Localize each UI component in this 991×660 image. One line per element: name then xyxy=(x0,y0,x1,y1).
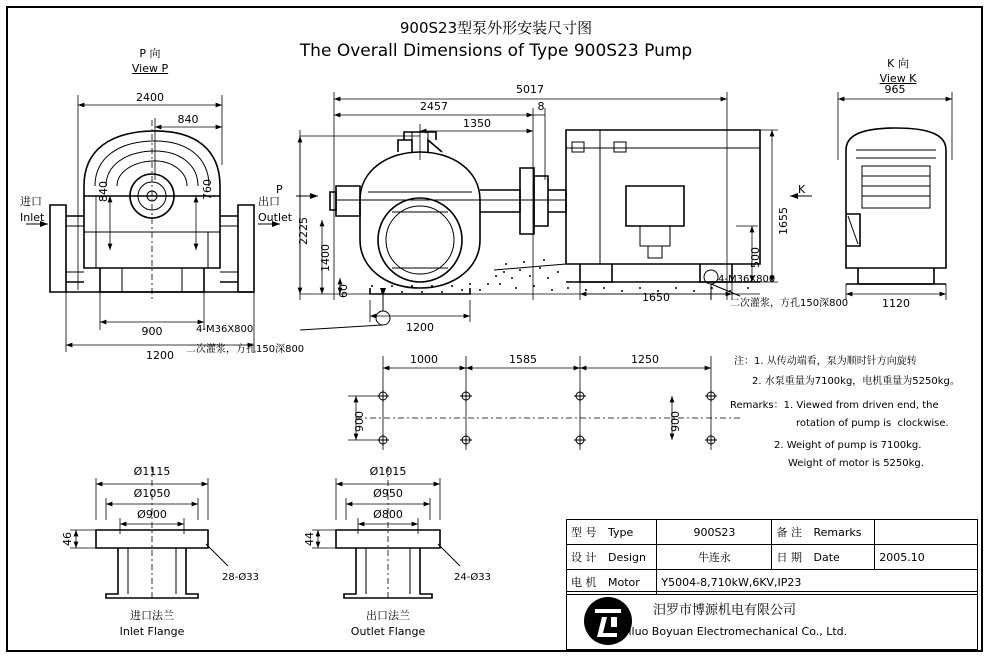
inlet-flange-title-en: Inlet Flange xyxy=(119,625,185,638)
outlet-flange-title-cn: 出口法兰 xyxy=(366,609,410,622)
inlet-label-cn: 进口 xyxy=(20,195,42,208)
dim-main-60: 60 xyxy=(337,284,350,298)
dim-main-5017: 5017 xyxy=(516,83,544,96)
notes-en-head-text: Remarks： xyxy=(730,400,784,411)
inlet-holes-label: 28-Ø33 xyxy=(222,572,259,583)
page-title-en: The Overall Dimensions of Type 900S23 Pump xyxy=(299,41,693,61)
dim-plan-1000: 1000 xyxy=(410,353,438,366)
remarks-value xyxy=(875,520,978,545)
view-k-label-cn: K 向 xyxy=(887,57,909,70)
dim-plan-1585: 1585 xyxy=(509,353,537,366)
arrow-p-label: P xyxy=(276,183,283,196)
dim-plan-900-right: 900 xyxy=(669,411,682,432)
notes-cn-head xyxy=(734,356,917,368)
notes-en-2a: 2. Weight of pump is 7100kg. xyxy=(774,440,922,451)
dim-plan-900-left: 900 xyxy=(353,411,366,432)
title-block-row-design xyxy=(567,545,978,570)
dim-view-p-840-side: 840 xyxy=(97,181,110,202)
dim-main-8: 8 xyxy=(537,100,545,113)
type-label-en: Type xyxy=(608,526,634,539)
dim-inlet-1115: Ø1115 xyxy=(133,465,171,478)
outlet-label-cn: 出口 xyxy=(258,195,280,208)
title-block xyxy=(566,519,978,591)
remarks-label-en: Remarks xyxy=(813,526,862,539)
outlet-label-en: Outlet xyxy=(258,211,293,224)
notes-cn-2: 2. 水泵重量为7100kg，电机重量为5250kg。 xyxy=(752,376,960,387)
motor-label-cn: 电 机 xyxy=(571,576,597,589)
date-label-en: Date xyxy=(813,551,840,564)
grout-right-note: 二次灌浆，方孔150深800 xyxy=(730,298,849,309)
dim-view-k-965: 965 xyxy=(884,83,906,96)
remarks-label xyxy=(772,520,875,545)
grout-left-note: 二次灌浆，方孔150深800 xyxy=(186,344,305,355)
view-p-label-cn: P 向 xyxy=(139,47,161,60)
company-name-en: Miluo Boyuan Electromechanical Co., Ltd. xyxy=(619,625,848,638)
dim-main-2457: 2457 xyxy=(420,100,448,113)
type-label xyxy=(567,520,657,545)
dim-view-p-900: 900 xyxy=(141,325,163,338)
date-value: 2005.10 xyxy=(875,545,978,570)
motor-label-en: Motor xyxy=(608,576,640,589)
design-label-en: Design xyxy=(608,551,646,564)
notes-cn-head-text: 注： xyxy=(734,356,754,367)
dim-view-p-840-top: 840 xyxy=(177,113,199,126)
date-label-cn: 日 期 xyxy=(776,551,802,564)
dim-main-1200: 1200 xyxy=(406,321,434,334)
design-label xyxy=(567,545,657,570)
notes-en-1a: 1. Viewed from driven end, the xyxy=(783,400,939,411)
design-value: 牛连永 xyxy=(657,545,772,570)
inlet-label-en: Inlet xyxy=(20,211,45,224)
dim-outlet-950: Ø950 xyxy=(373,487,403,500)
dim-main-1650: 1650 xyxy=(642,291,670,304)
dim-view-p-2400: 2400 xyxy=(136,91,164,104)
dim-outlet-1015: Ø1015 xyxy=(369,465,407,478)
company-name-cn: 汨罗市博源机电有限公司 xyxy=(653,603,797,618)
dim-inlet-900: Ø900 xyxy=(137,508,167,521)
outlet-holes-label: 24-Ø33 xyxy=(454,572,491,583)
view-p-label-en: View P xyxy=(131,62,169,75)
dim-view-p-760: 760 xyxy=(201,179,214,200)
outlet-flange-title-en: Outlet Flange xyxy=(350,625,426,638)
date-label xyxy=(772,545,875,570)
arrow-k-label: K xyxy=(798,183,806,196)
dim-outlet-800: Ø800 xyxy=(373,508,403,521)
notes-en-2b: Weight of motor is 5250kg. xyxy=(788,458,924,469)
dim-inlet-46: 46 xyxy=(61,532,74,546)
type-value: 900S23 xyxy=(657,520,772,545)
design-label-cn: 设 计 xyxy=(571,551,597,564)
motor-value: Y5004-8,710kW,6KV,IP23 xyxy=(657,570,978,595)
notes-en-head xyxy=(730,400,939,412)
company-logo-icon xyxy=(573,593,643,650)
company-block xyxy=(566,591,978,650)
inlet-flange-title-cn: 进口法兰 xyxy=(130,609,174,622)
dim-main-1400: 1400 xyxy=(319,244,332,272)
dim-main-500: 500 xyxy=(749,247,762,268)
dim-plan-1250: 1250 xyxy=(631,353,659,366)
dim-inlet-1050: Ø1050 xyxy=(133,487,171,500)
grout-right-bolt-label: 4-M36X800 xyxy=(718,274,776,285)
type-label-cn: 型 号 xyxy=(571,526,597,539)
page-title-cn: 900S23型泵外形安装尺寸图 xyxy=(399,19,593,37)
dim-main-1655: 1655 xyxy=(777,207,790,235)
view-k-label-en: View K xyxy=(879,72,917,85)
notes-cn-1: 1. 从传动端看，泵为顺时针方向旋转 xyxy=(754,356,917,367)
dim-view-k-1120: 1120 xyxy=(882,297,910,310)
dim-main-1350: 1350 xyxy=(463,117,491,130)
remarks-label-cn: 备 注 xyxy=(776,526,802,539)
dim-main-2225: 2225 xyxy=(297,217,310,245)
dim-outlet-44: 44 xyxy=(303,532,316,546)
title-block-row-type xyxy=(567,520,978,545)
notes-en-1b: rotation of pump is clockwise. xyxy=(796,418,949,429)
grout-left-bolt-label: 4-M36X800 xyxy=(196,324,254,335)
dim-view-p-1200: 1200 xyxy=(146,349,174,362)
